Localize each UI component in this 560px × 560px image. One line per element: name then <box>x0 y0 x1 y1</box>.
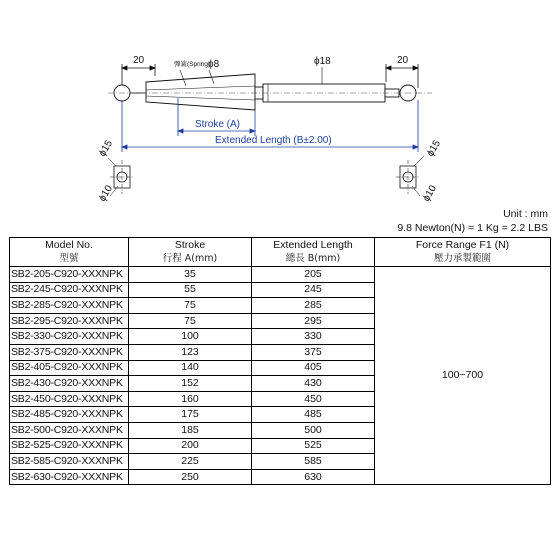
stroke-cell: 200 <box>129 438 252 454</box>
stroke-cell: 160 <box>129 391 252 407</box>
stroke-cell: 140 <box>129 360 252 376</box>
extended-length-label: Extended Length (B±2.00) <box>215 135 332 146</box>
model-cell: SB2-405-C920-XXXNPK <box>10 360 129 376</box>
stroke-cell: 175 <box>129 407 252 423</box>
model-cell: SB2-450-C920-XXXNPK <box>10 391 129 407</box>
gas-spring-side-view <box>114 74 416 110</box>
table-header-row <box>10 238 551 267</box>
model-cell: SB2-525-C920-XXXNPK <box>10 438 129 454</box>
body-diameter-label: ϕ18 <box>314 56 331 67</box>
model-cell: SB2-485-C920-XXXNPK <box>10 407 129 423</box>
length-cell: 485 <box>252 407 375 423</box>
length-cell: 245 <box>252 282 375 298</box>
length-cell: 375 <box>252 344 375 360</box>
length-cell: 585 <box>252 454 375 470</box>
length-cell: 205 <box>252 267 375 283</box>
spec-table-body <box>10 267 551 485</box>
spec-table <box>9 237 551 485</box>
right-end-detail <box>396 156 424 196</box>
model-cell: SB2-295-C920-XXXNPK <box>10 313 129 329</box>
model-cell: SB2-500-C920-XXXNPK <box>10 422 129 438</box>
model-cell: SB2-585-C920-XXXNPK <box>10 454 129 470</box>
spring-cover <box>146 74 255 110</box>
length-cell: 525 <box>252 438 375 454</box>
right-outer-diameter-label: ϕ15 <box>425 138 443 159</box>
model-cell: SB2-205-C920-XXXNPK <box>10 267 129 283</box>
length-cell: 295 <box>252 313 375 329</box>
force-range-cell: 100~700 <box>375 267 551 485</box>
stroke-cell: 35 <box>129 267 252 283</box>
model-cell: SB2-245-C920-XXXNPK <box>10 282 129 298</box>
left-end-length-label: 20 <box>133 55 145 66</box>
stroke-cell: 55 <box>129 282 252 298</box>
right-end-length-label: 20 <box>397 55 409 66</box>
header-extended-length: Extended Length 總長 B(mm) <box>252 238 375 267</box>
length-cell: 330 <box>252 329 375 345</box>
stroke-cell: 75 <box>129 313 252 329</box>
stroke-label: Stroke (A) <box>195 119 241 130</box>
length-cell: 285 <box>252 298 375 314</box>
stroke-cell: 250 <box>129 469 252 485</box>
length-cell: 450 <box>252 391 375 407</box>
force-conversion-note: 9.8 Newton(N) = 1 Kg = 2.2 LBS <box>397 222 548 234</box>
right-inner-diameter-label: ϕ10 <box>421 183 439 204</box>
right-end-dimension <box>386 64 418 88</box>
length-cell: 630 <box>252 469 375 485</box>
stroke-cell: 152 <box>129 376 252 392</box>
unit-note: Unit : mm <box>503 208 548 220</box>
gas-spring-technical-drawing <box>0 0 560 210</box>
left-outer-diameter-label: ϕ15 <box>97 138 115 159</box>
left-inner-diameter-label: ϕ10 <box>97 183 115 204</box>
stroke-cell: 75 <box>129 298 252 314</box>
length-cell: 430 <box>252 376 375 392</box>
header-model: Model No. 型號 <box>10 238 129 267</box>
table-row <box>10 267 551 283</box>
spring-label: 彈簧(Spring) <box>174 61 211 68</box>
stroke-cell: 100 <box>129 329 252 345</box>
header-force-range: Force Range F1 (N) 壓力承製範圍 <box>375 238 551 267</box>
tube-diameter-label: ϕ8 <box>208 59 220 70</box>
model-cell: SB2-375-C920-XXXNPK <box>10 344 129 360</box>
stroke-cell: 225 <box>129 454 252 470</box>
model-cell: SB2-630-C920-XXXNPK <box>10 469 129 485</box>
stroke-cell: 185 <box>129 422 252 438</box>
length-cell: 405 <box>252 360 375 376</box>
model-cell: SB2-330-C920-XXXNPK <box>10 329 129 345</box>
length-cell: 500 <box>252 422 375 438</box>
stroke-cell: 123 <box>129 344 252 360</box>
model-cell: SB2-430-C920-XXXNPK <box>10 376 129 392</box>
model-cell: SB2-285-C920-XXXNPK <box>10 298 129 314</box>
header-stroke: Stroke 行程 A(mm) <box>129 238 252 267</box>
